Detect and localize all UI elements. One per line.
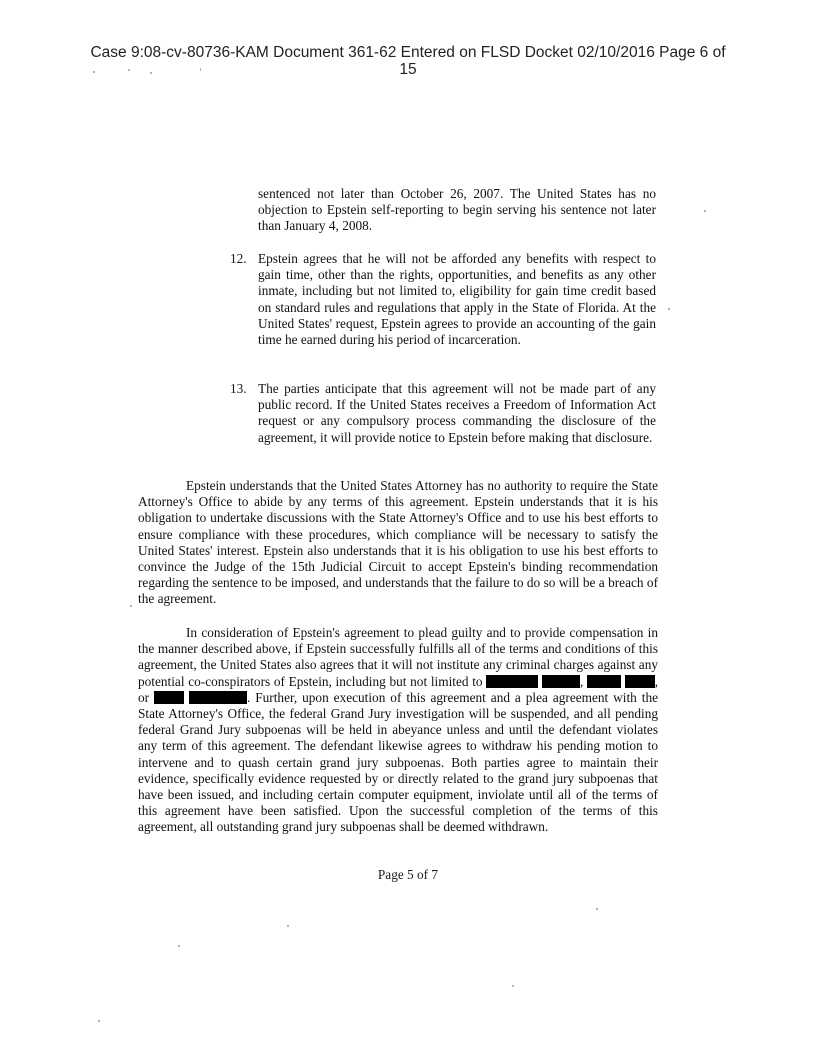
- scan-speck: [287, 925, 289, 927]
- redaction-block: [486, 675, 538, 688]
- scan-speck: [596, 908, 598, 910]
- paragraph-consideration-part1: In consideration of Epstein's agreement to plead guilty and to provide compensation in the manner described above, if Epstein successfully fulfills all of the terms and conditions of this agreement, the United States also agrees that it will not institute any criminal charges against any potential co-conspirators of Epstein, including but not limited to: [138, 625, 658, 689]
- paragraph-consideration: [138, 625, 658, 836]
- scan-speck: [150, 72, 152, 74]
- item-12-number: 12.: [230, 251, 247, 266]
- scan-speck: [130, 605, 132, 607]
- separator-or: , or: [138, 673, 659, 705]
- redaction-block: [542, 675, 580, 688]
- item-12-text: Epstein agrees that he will not be afforded any benefits with respect to gain time, other than the rights, opportunities, and benefits as any other inmate, including but not limited to, eligibility for gain time credit based on standard rules and regulations that apply in the State of Florida. At the United States' request, Epstein agrees to provide an accounting of the gain time he earned during his period of incarceration.: [258, 251, 656, 348]
- page-footer: Page 5 of 7: [377, 867, 439, 882]
- item-13-text: The parties anticipate that this agreement will not be made part of any public record. If the United States receives a Freedom of Information Act request or any compulsory process commanding the disclosure of the agreement, it will provide notice to Epstein before making that disclosure.: [258, 381, 656, 445]
- item-13-number: 13.: [230, 381, 247, 396]
- redaction-block: [625, 675, 655, 688]
- scan-speck: [98, 1020, 100, 1022]
- docket-header-line1: Case 9:08-cv-80736-KAM Document 361-62 Entered on FLSD Docket 02/10/2016 Page 6 of: [90, 44, 726, 61]
- scan-speck: [704, 210, 706, 212]
- docket-header: [0, 44, 816, 78]
- redaction-block: [154, 691, 184, 704]
- scan-speck: [178, 945, 180, 947]
- paragraph-state-attorney: Epstein understands that the United States Attorney has no authority to require the State Attorney's Office to abide by any terms of this agreement. Epstein understands that it is his obligation to undertake discussions with the State Attorney's Office and to use his best efforts to ensure compliance with these procedures, which compliance will be necessary to satisfy the United States' interest. Epstein also understands that it is his obligation to use his best efforts to convince the Judge of the 15th Judicial Circuit to accept Epstein's binding recommendation regarding the sentence to be imposed, and understands that the failure to do so will be a breach of the agreement.: [138, 478, 658, 607]
- redaction-block: [189, 691, 247, 704]
- continued-text: sentenced not later than October 26, 2007. The United States has no objection to Epstein self-reporting to begin serving his sentence not later than January 4, 2008.: [258, 186, 656, 234]
- scan-speck: [512, 985, 514, 987]
- separator-comma: ,: [579, 673, 584, 689]
- scan-speck: [93, 71, 95, 73]
- paragraph-consideration-part2: . Further, upon execution of this agreement and a plea agreement with the State Attorney's Office, the federal Grand Jury investigation will be suspended, and all pending federal Grand Jury subpoenas will be held in abeyance unless and until the defendant violates any term of this agreement. The defendant likewise agrees to withdraw his pending motion to intervene and to quash certain grand jury subpoenas. Both parties agree to maintain their evidence, specifically evidence requested by or directly related to the grand jury subpoenas that have been issued, and including certain computer equipment, inviolate until all of the terms of this agreement have been satisfied. Upon the successful completion of the terms of this agreement, all outstanding grand jury subpoenas shall be deemed withdrawn.: [138, 689, 659, 835]
- scan-speck: [668, 308, 670, 310]
- scan-speck: [128, 69, 130, 71]
- redaction-block: [587, 675, 621, 688]
- scan-speck: [200, 68, 201, 71]
- docket-header-line2: 15: [399, 61, 417, 78]
